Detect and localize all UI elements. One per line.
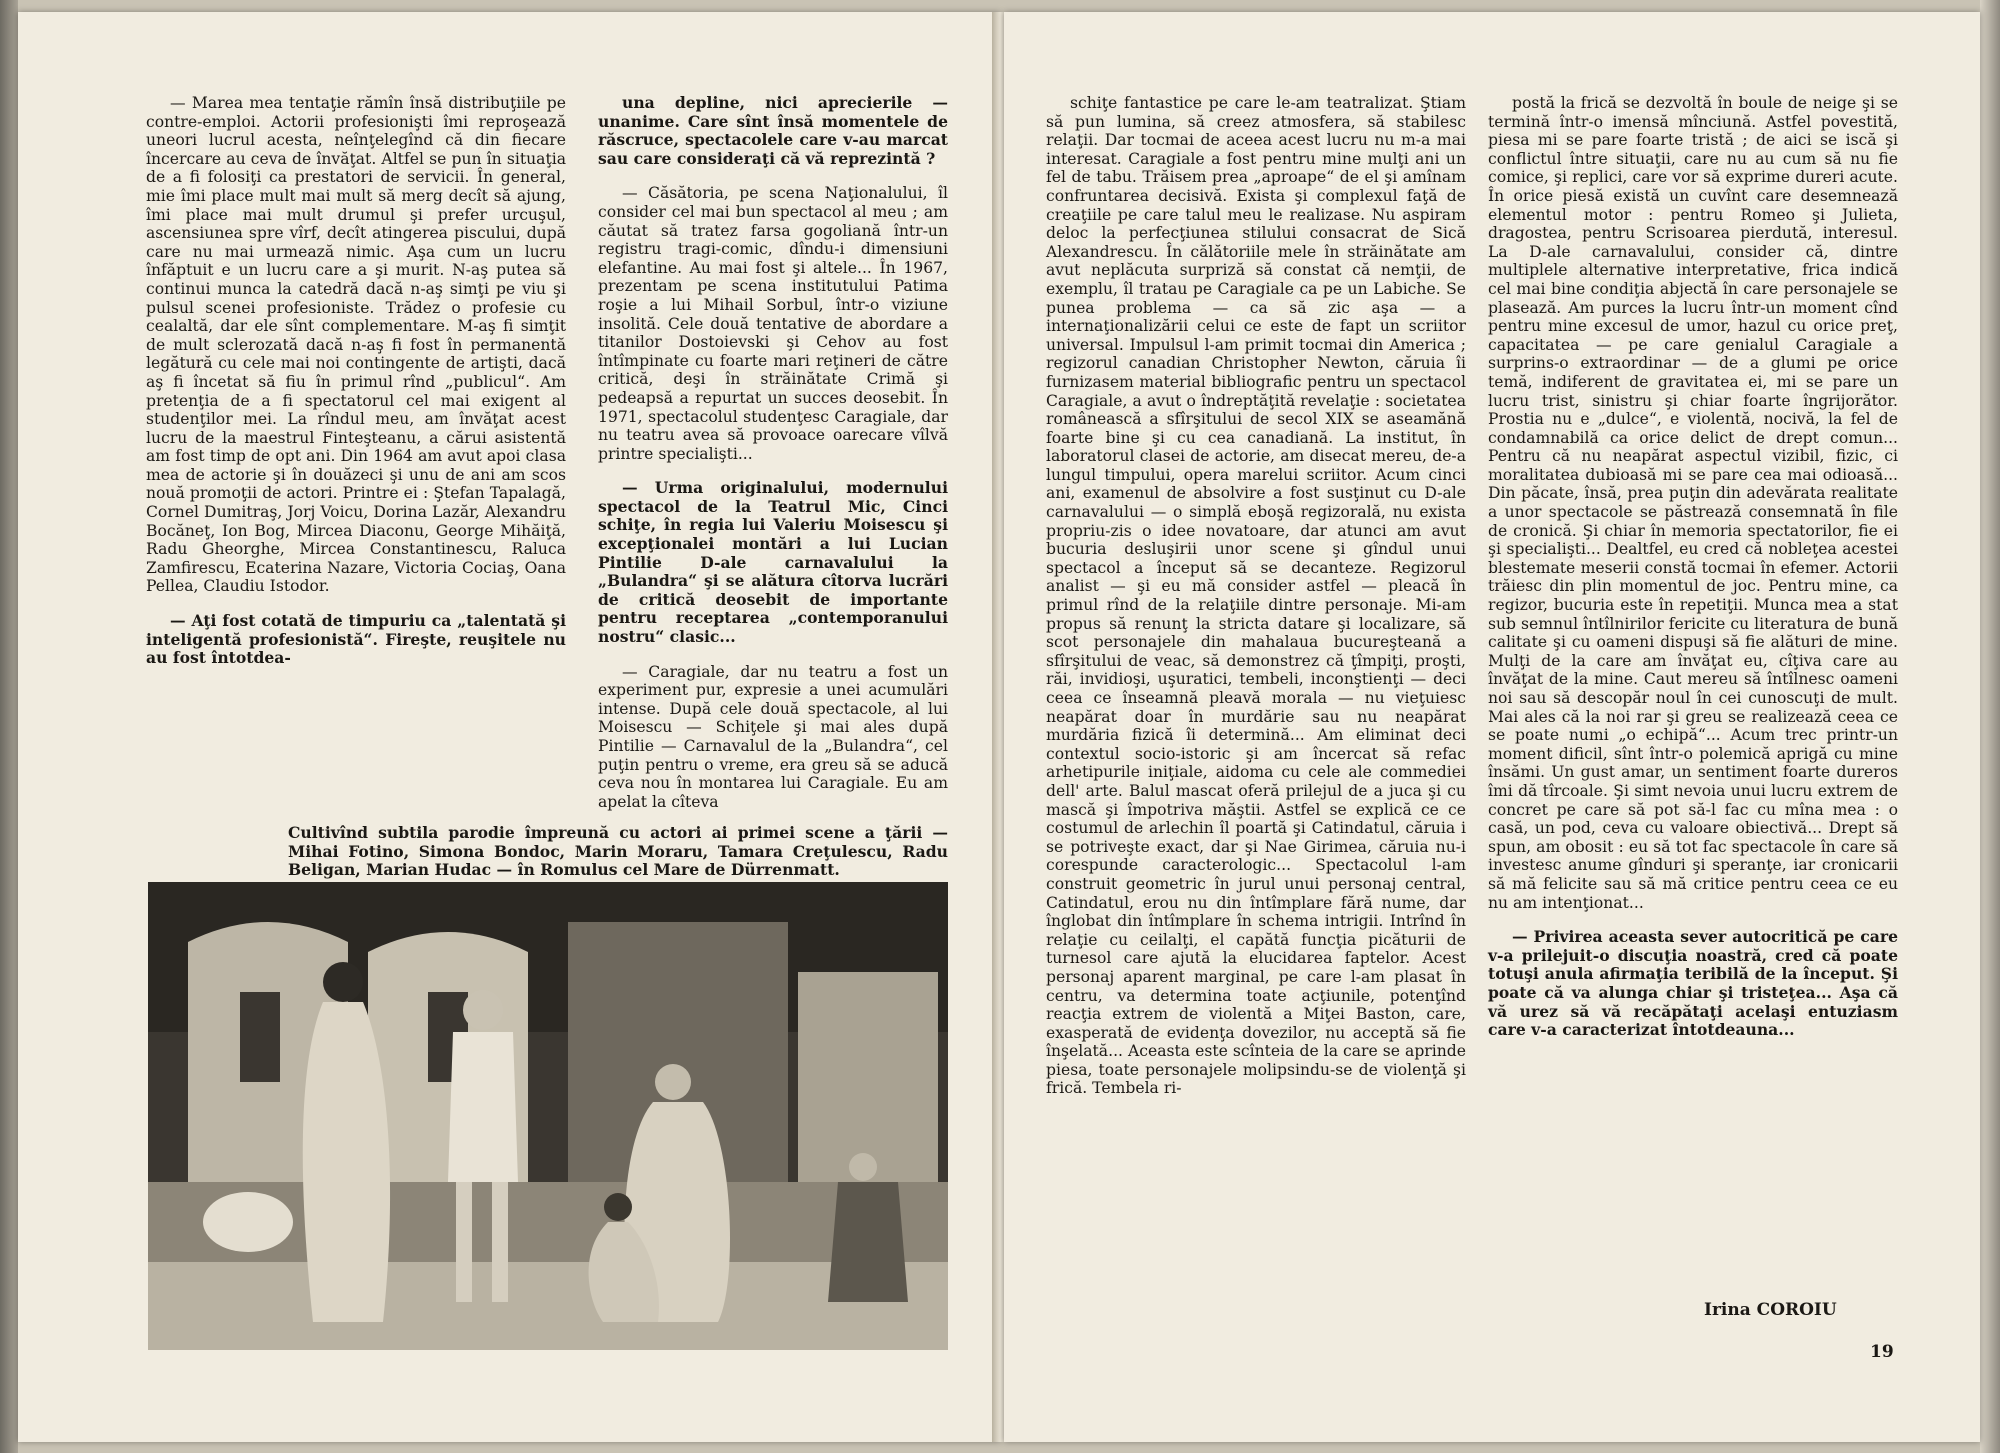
interview-answer: schiţe fantastice pe care le-am teatralizat. Ştiam să pun lumina, să creez atmosfera, să stabilesc relaţii. Dar tocmai de aceea acest lucru nu m-a mai interesat. Caragiale a fost pentru mine mulţi ani un fel de tabu. Trăisem prea „aproape“ de el şi amînam confruntarea decisivă. Exista şi complexul faţă de creaţiile pe care talul meu le realizase. Nu aspiram deloc la perfecţiunea stilului consacrat de Sică Alexandrescu. În călătoriile mele în străinătate am avut neplăcuta surpriză să constat că nemţii, de exemplu, îl tratau pe Caragiale ca pe un Labiche. Se punea problema — ca să zic aşa — a internaţionalizării celui ce este de fapt un scriitor universal. Impulsul l-am primit tocmai din America ; regizorul canadian Christopher Newton, căruia îi furnizasem material bibliografic pentru un spectacol Caragiale, a avut o îndreptăţită revelaţie : societatea românească a sfîrşitului de secol XIX se aseamănă foarte bine şi cu cea canadiană. La institut, în laboratorul clasei de actorie, am disecat mereu, de-a lungul timpului, opera marelui scriitor. Acum cinci ani, examenul de absolvire a fost susţinut cu D-ale carnavalului — o simplă eboşă regizorală, nu exista propriu-zis o idee novatoare, dar atunci am avut bucuria desluşirii unor scene şi gîndul unui spectacol a început să se decanteze. Regizorul analist — şi eu mă consider astfel — pleacă în primul rînd de la relaţiile dintre personaje. Mi-am propus să renunţ la stricta datare şi localizare, să scot personajele din mahalaua bucureşteană a sfîrşitului de veac, să demonstrez că ţîmpiţi, proşti, răi, invidioşi, uşuratici, tembeli, inconştienţi — deci ceea ce înseamnă pleavă morala — nu vieţuiesc neapărat doar în murdărie sau nu neapărat murdăria fizică îi determină... Am eliminat deci contextul socio-istoric şi am încercat să refac arhetipurile iniţiale, aidoma cu cele ale commediei dell' arte. Balul mascat oferă prilejul de a juca şi cu mască şi împotriva măştii. Astfel se explică ce ce costumul de arlechin îl poartă şi Catindatul, căruia i se potriveşte exact, dar şi Nae Girimea, căruia nu-i corespunde caracterologic... Spectacolul l-am construit geometric în jurul unui personaj central, Catindatul, erou nu din întîmplare fără nume, dar înglobat din întîmplare în schema intrigii. Intrînd în relaţie cu ceilalţi, el capătă funcţia picăturii de turnesol care ajută la elucidarea faptelor. Acest personaj aparent marginal, pe care l-am plasat în centru, va determina toate acţiunile, potenţînd reacţia extrem de violentă a Miţei Baston, care, exasperată de evidenţa dovezilor, nu acceptă să fie înşelată... Aceasta este scînteia de la care se aprinde piesa, toate personajele molipsindu-se de violenţă şi frică. Tembela ri- — [1046, 94, 1466, 1098]
book-edge-right — [1980, 0, 2000, 1453]
left-column-1 — [146, 94, 566, 668]
book-edge-left — [0, 0, 18, 1453]
interview-question: — Aţi fost cotată de timpuriu ca „talentată şi inteligentă profesionistă“. Fireşte, reuşitele nu au fost întotdea- — [146, 611, 566, 668]
right-column-1 — [1046, 94, 1466, 1098]
interview-question: — Urma originalului, modernului spectacol de la Teatrul Mic, Cinci schiţe, în regia lui Valeriu Moisescu şi excepţionalei montări a lui Lucian Pintilie D-ale carnavalului la „Bulandra“ şi se alătura cîtorva lucrări de critică deosebit de importante pentru receptarea „contemporanului nostru“ clasic... — [598, 478, 948, 647]
interview-question: — Privirea aceasta sever autocritică pe care v-a prilejuit-o discuţia noastră, cred că poate totuşi anula afirmaţia teribilă de la început. Şi poate că va alunga chiar şi tristeţea... Aşa că vă urez să vă recăpătaţi acelaşi entuziasm care v-a caracterizat întotdeauna... — [1488, 927, 1898, 1040]
stage-photo-illustration — [148, 882, 948, 1350]
interview-answer: — Căsătoria, pe scena Naţionalului, îl consider cel mai bun spectacol al meu ; am căutat să tratez farsa gogoliană într-un registru tragi-comic, dîndu-i dimensiuni elefantine. Au mai fost şi altele... În 1967, prezentam pe scena institutului Patima roşie a lui Mihail Sorbul, într-o viziune insolită. Cele două tentative de abordare a titanilor Dostoievski şi Cehov au fost întîmpinate cu foarte mari reţineri de către critică, deşi în străinătate Crimă şi pedeapsă a repurtat un succes deosebit. În 1971, spectacolul studenţesc Caragiale, dar nu teatru avea să provoace oarecare vîlvă printre specialişti... — [598, 184, 948, 463]
photo-caption: Cultivînd subtila parodie împreună cu actori ai primei scene a ţării — Mihai Fotino, Simona Bondoc, Marin Moraru, Tamara Creţulescu, Radu Beligan, Marian Hudac — în Romulus cel Mare de Dürrenmatt. — [288, 823, 948, 880]
interview-question: una depline, nici aprecierile — unanime. Care sînt însă momentele de răscruce, spectacolele care v-au marcat sau care consideraţi că vă reprezintă ? — [598, 93, 948, 168]
interview-answer: postă la frică se dezvoltă în boule de neige şi se termină într-o imensă mînciună. Astfel povestită, piesa mi se pare foarte tristă ; de aici se iscă şi conflictul între situaţii, care nu au cum să nu fie comice, şi replici, care vor să exprime dureri acute. În orice piesă există un cuvînt care desemnează elementul motor : pentru Romeo şi Julieta, dragostea, pentru Scrisoarea pierdută, interesul. La D-ale carnavalului, consider că, dintre multiplele alternative interpretative, frica indică cel mai bine condiţia abjectă în care personajele se plasează. Am purces la lucru într-un moment cînd pentru mine excesul de umor, hazul cu orice preţ, capacitatea — pe care genialul Caragiale a surprins-o extraordinar — de a glumi pe orice temă, indiferent de gravitatea ei, mi se pare un lucru trist, sinistru şi chiar foarte îngrijorător. Prostia nu e „dulce“, e violentă, nocivă, la fel de condamnabilă ca orice delict de drept comun... Pentru că nu neapărat aspectul vizibil, fizic, ci moralitatea dubioasă mi se pare cea mai odioasă... Din păcate, însă, prea puţin din adevărata realitate a unor spectacole se păstrează consemnată în file de cronică. Şi chiar în memoria spectatorilor, fie ei şi specialişti... Dealtfel, eu cred că nobleţea acestei blestemate meserii constă tocmai în efemer. Actorii trăiesc din plin momentul de joc. Pentru mine, ca regizor, bucuria este în repetiţii. Munca mea a stat sub semnul întîlnirilor fericite cu literatura de bună calitate şi cu oameni dispuşi să fie alături de mine. Mulţi de la care am învăţat eu, cîţiva care au învăţat de la mine. Caut mereu să întîlnesc oameni noi sau să descopăr noul în cei cunoscuţi de mult. Mai ales că la noi rar şi greu se realizează ceea ce se poate numi „o echipă“... Acum trec printr-un moment dificil, sînt într-o polemică aprigă cu mine însămi. Un gust amar, un sentiment foarte dureros îmi dă tîrcoale. Şi simt nevoia unui lucru extrem de concret pe care să pot să-l fac cu mîna mea : o casă, un pod, ceva cu valoare obiectivă... Drept să spun, am obosit : eu să tot fac spectacole în care să investesc anume gînduri şi speranţe, iar cronicarii să mă felicite sau să mă critice pentru ceea ce eu nu am intenţionat... — [1488, 94, 1898, 912]
author-signature: Irina COROIU — [1704, 1300, 1837, 1320]
left-page — [18, 12, 1000, 1442]
interview-answer: — Marea mea tentaţie rămîn însă distribuţiile pe contre-emploi. Actorii profesionişti îmi reproşează uneori lucrul acesta, neînţelegînd că din fiecare încercare au ceva de învăţat. Altfel se pun în situaţia de a fi folosiţi ca prestatori de servicii. În general, mie îmi place mult mai mult să merg decît să ajung, îmi place mai mult drumul şi prefer urcuşul, ascensiunea spre vîrf, decît atingerea piscului, după care nu mai urmează nimic. Aşa cum un lucru înfăptuit e un lucru care a şi murit. N-aş putea să continui munca la catedră dacă n-aş simţi pe viu şi pulsul scenei profesioniste. Trădez o profesie cu cealaltă, dar ele sînt complementare. M-aş fi simţit de mult sclerozată dacă n-aş fi fost în permanentă legătură cu cele mai noi contingente de artişti, dacă aş fi încetat să fiu în primul rînd „publicul“. Am pretenţia de a fi spectatorul cel mai exigent al studenţilor mei. La rîndul meu, am învăţat acest lucru de la maestrul Finteşteanu, a cărui asistentă am fost timp de opt ani. Din 1964 am avut apoi clasa mea de actorie şi în douăzeci şi unu de ani am scos nouă promoţii de actori. Printre ei : Ştefan Tapalagă, Cornel Dumitraş, Jorj Voicu, Dorina Lazăr, Alexandru Bocăneţ, Ion Bog, Mircea Diaconu, George Mihăiţă, Radu Gheorghe, Mircea Constantinescu, Raluca Zamfirescu, Ecaterina Nazare, Victoria Cociaş, Oana Pellea, Claudiu Istodor. — [146, 94, 566, 596]
right-page — [1004, 12, 1980, 1442]
page-number: 19 — [1870, 1342, 1894, 1362]
stage-photo — [148, 882, 948, 1350]
left-column-2 — [598, 94, 948, 811]
right-column-2 — [1488, 94, 1898, 1040]
interview-answer: — Caragiale, dar nu teatru a fost un experiment pur, expresie a unei acumulări intense. După cele două spectacole, al lui Moisescu — Schiţele şi mai ales după Pintilie — Carnavalul de la „Bulandra“, cel puţin pentru o vreme, era greu să se aducă ceva nou în montarea lui Caragiale. Eu am apelat la cîteva — [598, 662, 948, 811]
